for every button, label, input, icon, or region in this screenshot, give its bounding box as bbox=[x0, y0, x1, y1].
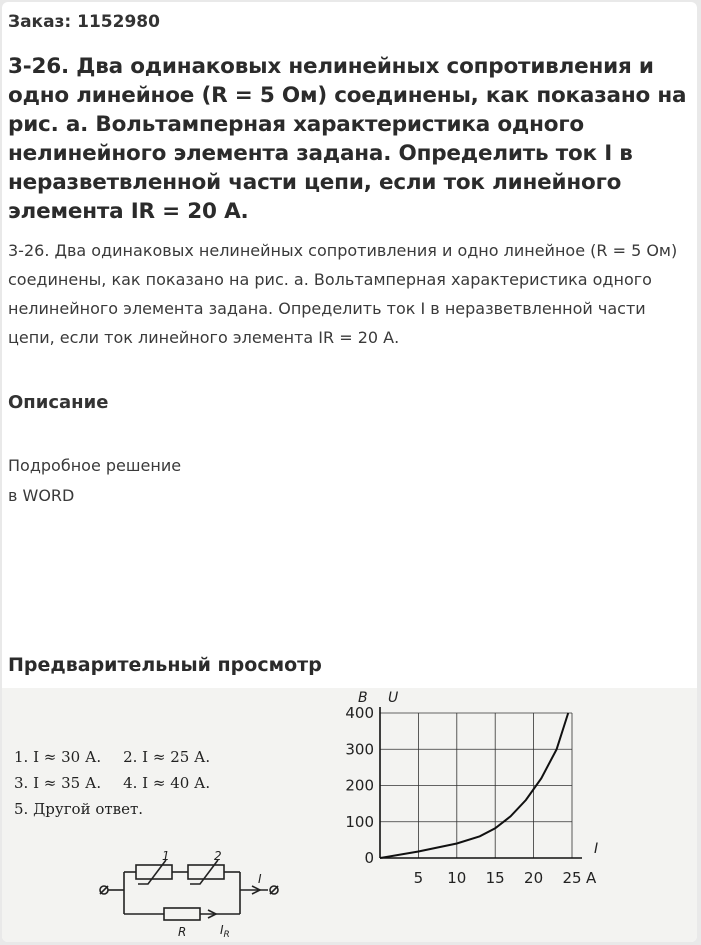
y-tick-label: 0 bbox=[364, 849, 374, 867]
y-axis-label: U bbox=[388, 690, 399, 706]
answer-option: 5. Другой ответ. bbox=[14, 800, 144, 818]
answer-option: 4. I ≈ 40 А. bbox=[123, 774, 211, 792]
x-axis-label: I bbox=[594, 841, 599, 857]
circuit-label-resistor-current: I bbox=[220, 923, 224, 937]
problem-headline: 3-26. Два одинаковых нелинейных сопротивления и одно линейное (R = 5 Ом) соединены, как показано на рис. а. Вольтамперная характеристика одного нелинейного элемента задана. Определить ток I в неразветвленной части цепи, если ток линейного элемента IR = 20 А. bbox=[8, 54, 687, 224]
y-tick-label: 200 bbox=[345, 776, 374, 795]
description-line-2: в WORD bbox=[8, 486, 75, 505]
answer-option: 3. I ≈ 35 А. bbox=[14, 774, 102, 792]
answer-row bbox=[14, 770, 210, 796]
y-tick-label: 100 bbox=[345, 812, 374, 831]
volt-ampere-chart bbox=[332, 688, 612, 898]
circuit-label-2: 2 bbox=[214, 849, 222, 863]
circuit-label-resistor: R bbox=[178, 925, 187, 938]
x-tick-label: 20 bbox=[524, 869, 544, 887]
x-axis-unit: А bbox=[586, 869, 597, 887]
order-number: Заказ: 1152980 bbox=[8, 12, 160, 32]
x-tick-label: 10 bbox=[447, 869, 467, 887]
y-tick-label: 300 bbox=[345, 740, 374, 759]
problem-text: 3-26. Два одинаковых нелинейных сопротивления и одно линейное (R = 5 Ом) соединены, как показано на рис. а. Вольтамперная характеристика одного нелинейного элемента задана. Определить ток I в неразветвленной части цепи, если ток линейного элемента IR = 20 А. bbox=[8, 241, 678, 347]
y-axis-unit: В bbox=[358, 690, 368, 706]
circuit-label-1: 1 bbox=[162, 849, 170, 863]
content-card bbox=[2, 2, 697, 942]
svg-text:IR bbox=[220, 923, 230, 938]
answer-option: 1. I ≈ 30 А. bbox=[14, 748, 102, 766]
x-tick-label: 5 bbox=[413, 869, 424, 887]
preview-image[interactable] bbox=[2, 688, 697, 942]
x-tick-label: 15 bbox=[485, 869, 505, 887]
answer-row bbox=[14, 744, 210, 770]
description-line-1: Подробное решение bbox=[8, 456, 182, 475]
y-tick-label: 400 bbox=[345, 704, 374, 722]
chart-grid bbox=[380, 713, 572, 858]
circuit-diagram bbox=[92, 848, 292, 938]
answer-options bbox=[14, 744, 210, 822]
x-tick-label: 25 bbox=[562, 869, 582, 887]
description-heading: Описание bbox=[8, 392, 109, 413]
preview-heading: Предварительный просмотр bbox=[8, 654, 322, 676]
answer-option: 2. I ≈ 25 А. bbox=[123, 748, 211, 766]
answer-row bbox=[14, 796, 210, 822]
circuit-label-current: I bbox=[258, 872, 262, 886]
circuit-label-resistor-current-sub: R bbox=[223, 930, 230, 938]
